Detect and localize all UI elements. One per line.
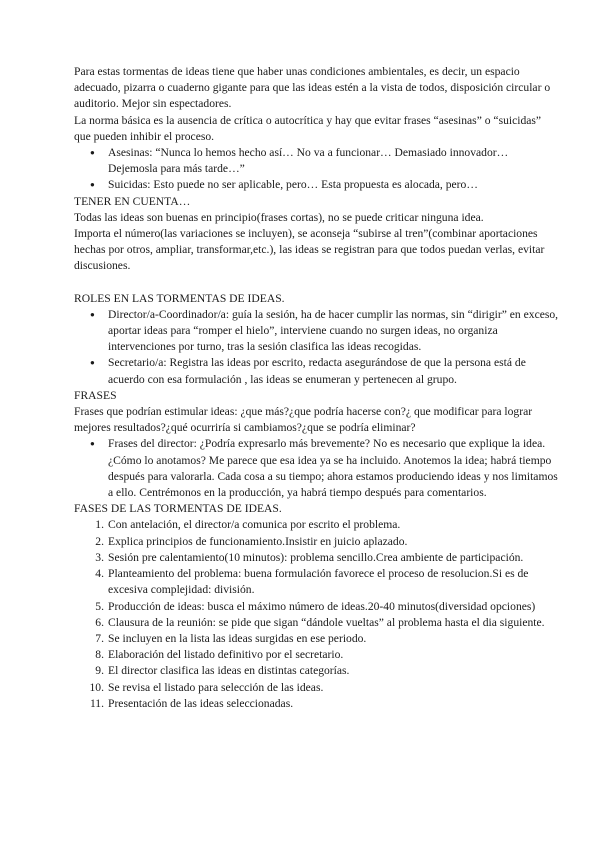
roles-list	[74, 307, 560, 388]
list-text: Se revisa el listado para selección de las ideas.	[108, 680, 324, 694]
norma-paragraph: La norma básica es la ausencia de crítica o autocrítica y hay que evitar frases “asesinas” o “suicidas” que pueden inhibir el proceso.	[74, 113, 542, 143]
list-number: 7.	[95, 631, 104, 645]
list-number: 11.	[89, 696, 104, 710]
tener-paragraph-2: Importa el número(las variaciones se incluyen), se aconseja “subirse al tren”(combinar aportaciones hechas por otros, ampliar, transformar,etc.), las ideas se registran para que todos puedan verlas, evitar discusiones.	[74, 227, 545, 273]
list-item-suicidas: ● Suicidas: Esto puede no ser aplicable, pero… Esta propuesta es alocada, pero…	[74, 177, 560, 193]
list-item	[74, 663, 560, 679]
list-text: Planteamiento del problema: buena formulación favorece el proceso de resolucion.Si es de excesiva complejidad: división.	[108, 567, 529, 597]
list-number: 4.	[95, 567, 104, 581]
list-number: 2.	[95, 534, 104, 548]
list-text: Elaboración del listado definitivo por el secretario.	[108, 648, 344, 662]
list-number: 8.	[95, 648, 104, 662]
list-item-director: ● Director/a-Coordinador/a: guía la sesión, ha de hacer cumplir las normas, sin “dirigir” en exceso, aportar ideas para “romper el hielo”, interviene cuando no surgen ideas, no organiza intervenciones por turno, tras la sesión clasifica las ideas recogidas.	[74, 307, 560, 356]
list-item-frases-director: ● Frases del director: ¿Podría expresarlo más brevemente? No es necesario que explique la idea. ¿Cómo lo anotamos? Me parece que esa idea ya se ha incluido. Anotemos la idea; habrá tiempo después para valorarla. Cada cosa a su tiempo; ahora estamos produciendo ideas y nos limitamos a ello. Centrémonos en la producción, ya habrá tiempo después para comentarios.	[74, 436, 560, 501]
list-number: 3.	[95, 550, 104, 564]
list-number: 5.	[95, 599, 104, 613]
spacer	[74, 275, 560, 291]
list-number: 10.	[89, 680, 104, 694]
list-item	[74, 599, 560, 615]
frases-list	[74, 145, 560, 194]
heading-frases: FRASES	[74, 388, 117, 402]
list-text: Sesión pre calentamiento(10 minutos): problema sencillo.Crea ambiente de participación.	[108, 550, 524, 564]
list-text: Presentación de las ideas seleccionadas.	[108, 696, 294, 710]
list-item	[74, 647, 560, 663]
heading-roles: ROLES EN LAS TORMENTAS DE IDEAS.	[74, 291, 285, 305]
heading-fases: FASES DE LAS TORMENTAS DE IDEAS.	[74, 502, 282, 516]
list-text: Explica principios de funcionamiento.Insistir en juicio aplazado.	[108, 534, 408, 548]
list-item	[74, 615, 560, 631]
heading-tener-en-cuenta: TENER EN CUENTA…	[74, 194, 191, 208]
list-item-secretario: ● Secretario/a: Registra las ideas por escrito, redacta asegurándose de que la persona está de acuerdo con esa formulación , las ideas se enumeran y pertenecen al grupo.	[74, 355, 560, 387]
list-item	[74, 550, 560, 566]
intro-paragraph: Para estas tormentas de ideas tiene que haber unas condiciones ambientales, es decir, un espacio adecuado, pizarra o cuaderno gigante para que las ideas estén a la vista de todos, disposición circular o auditorio. Mejor sin espectadores.	[74, 65, 551, 111]
frases-paragraph: Frases que podrían estimular ideas: ¿que más?¿que podría hacerse con?¿ que modificar para lograr mejores resultados?¿qué ocurriría si cambiamos?¿que se podría eliminar?	[74, 405, 533, 435]
list-text: Con antelación, el director/a comunica por escrito el problema.	[108, 518, 401, 532]
frases-director-list	[74, 436, 560, 501]
list-number: 9.	[95, 664, 104, 678]
list-item	[74, 517, 560, 533]
list-item-asesinas: ● Asesinas: “Nunca lo hemos hecho así… No va a funcionar… Demasiado innovador… Dejemosla para más tarde…”	[74, 145, 560, 177]
tener-paragraph-1: Todas las ideas son buenas en principio(frases cortas), no se puede criticar ninguna idea.	[74, 210, 484, 224]
list-text: Clausura de la reunión: se pide que sigan “dándole vueltas” al problema hasta el dia siguiente.	[108, 615, 545, 629]
list-text: Producción de ideas: busca el máximo número de ideas.20-40 minutos(diversidad opciones)	[108, 599, 536, 613]
list-item	[74, 680, 560, 696]
list-item	[74, 566, 560, 598]
list-item	[74, 696, 560, 712]
fases-list	[74, 517, 560, 711]
list-number: 6.	[95, 615, 104, 629]
list-text: Se incluyen en la lista las ideas surgidas en ese periodo.	[108, 631, 367, 645]
list-item	[74, 631, 560, 647]
list-number: 1.	[95, 518, 104, 532]
list-text: El director clasifica las ideas en distintas categorías.	[108, 664, 350, 678]
list-item	[74, 534, 560, 550]
